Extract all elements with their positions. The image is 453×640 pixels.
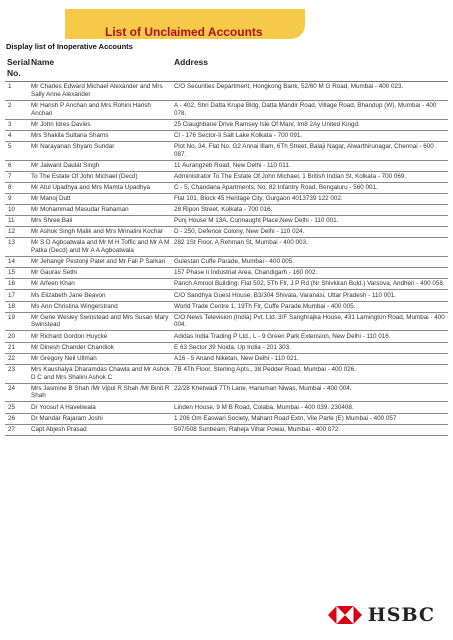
table-row [5, 194, 448, 205]
address-cell: 28 Ripon Street, Kolkata - 700 016. [172, 205, 448, 216]
table-row [5, 279, 448, 290]
address-cell: 282 1St Floor, A Rehman St, Mumbai - 400 003. [172, 238, 448, 257]
address-cell: 507/508 Sunbeam, Raheja Vihar Powai, Mumbai - 400 072. [172, 424, 448, 435]
address-cell: 1 206 Om Easwari Society, Mahant Road Extn, Vile Parle (E) Mumbai - 400 057 [172, 413, 448, 424]
name-cell: Mr Manoj Dutt [29, 194, 172, 205]
serial-cell: 18 [5, 301, 29, 312]
table-row [5, 383, 448, 402]
address-cell: Plot No. 34, Flat No. G2 Annai Illam, 6Th Street, Balaji Nagar, Alwarthirunagar, Chennai - 600 087. [172, 141, 448, 160]
name-cell: Ms Ann Christina Wingerstrand [29, 301, 172, 312]
table-row [5, 402, 448, 413]
name-cell: Capt Abjesh Prasad [29, 424, 172, 435]
address-cell: C/O News Television (India) Pvt. Ltd. 3/F Sanghrajka House, 431 Lamington Road, Mumbai - 400 004. [172, 312, 448, 331]
name-cell: Dr Mandar Rajaram Joshi [29, 413, 172, 424]
name-cell: Mr Gregory Neil Ullman [29, 353, 172, 364]
name-cell: Mr Jehangir Pestonji Patel and Mr Fali P Sarkari [29, 257, 172, 268]
address-cell: D - 250, Defence Colony, New Delhi - 110 024. [172, 227, 448, 238]
table-row [5, 301, 448, 312]
name-cell: Mrs Jasmine B Shah /Mr Vipul R Shah /Mr Binit R Shah [29, 383, 172, 402]
name-cell: To The Estate Of John Michael (Decd) [29, 171, 172, 182]
serial-cell: 25 [5, 402, 29, 413]
address-cell: A16 - 5 Anand Niketan, New Delhi - 110 021. [172, 353, 448, 364]
table-header-row [5, 56, 448, 82]
table-row [5, 413, 448, 424]
address-cell: Linden House, 9 M B Road, Colaba, Mumbai - 400 039. 230408. [172, 402, 448, 413]
table-row [5, 424, 448, 435]
address-cell: E 63 Sector 39 Noida, Up India - 201 303. [172, 342, 448, 353]
address-cell: A - 402, Shri Datta Krupa Bldg, Datta Mandir Road, Village Road, Bhandup (W), Mumbai - 400 078. [172, 100, 448, 119]
serial-cell: 9 [5, 194, 29, 205]
table-row [5, 100, 448, 119]
hsbc-logo [328, 604, 435, 626]
name-cell: Mr Jaiwant Daulat Singh [29, 160, 172, 171]
table-row [5, 141, 448, 160]
table-row [5, 171, 448, 182]
name-cell: Dr Yoosuf A Haveliwala [29, 402, 172, 413]
serial-cell: 8 [5, 182, 29, 193]
address-cell: C - 5, Chandana Apartments, No. 82 Infantry Road, Bengaluru - 560 001. [172, 182, 448, 193]
name-cell: Mr S D Agboatwala and Mr M H Toffic and Mr A M Patka (Decd) and Mr A A Agboatwala [29, 238, 172, 257]
name-cell: Mr Mohammad Masudar Rahaman [29, 205, 172, 216]
serial-cell: 15 [5, 268, 29, 279]
serial-cell: 12 [5, 227, 29, 238]
serial-cell: 26 [5, 413, 29, 424]
name-cell: Mr Narayanan Shyam Sundar [29, 141, 172, 160]
serial-cell: 10 [5, 205, 29, 216]
page-subtitle: Display list of Inoperative Accounts [6, 42, 133, 51]
address-cell: Administrator To The Estate Of John Michael, 1 British Indian St, Kolkata - 700 069. [172, 171, 448, 182]
address-cell: World Trade Centre 1, 19Th Flr, Cuffe Parade Mumbai - 400 005. [172, 301, 448, 312]
name-cell: Mr Gaurav Sethi [29, 268, 172, 279]
header-address: Address [172, 56, 448, 82]
serial-cell: 21 [5, 342, 29, 353]
address-cell: Panch Amrool Building, Flat 502, 5Th Flr, J P Rd (Nr Shivkiran Buld.) Varsova, Andheri - 400 058. [172, 279, 448, 290]
name-cell: Mr Atul Upadhya and Mrs Mamta Upadhya [29, 182, 172, 193]
name-cell: Ms Elizabeth Jane Beavon [29, 290, 172, 301]
address-cell: 11 Aurangzeb Road, New Delhi - 110 011. [172, 160, 448, 171]
serial-cell: 7 [5, 171, 29, 182]
address-cell: Punj House M 13A, Connaught Place,New Delhi - 110 001. [172, 216, 448, 227]
name-cell: Mr Harish P Anchan and Mrs Rohini Harish Anchan [29, 100, 172, 119]
name-cell: Mr Ashok Singh Malik and Mrs Mrinalini Kochar [29, 227, 172, 238]
name-cell: Mr Charles Edward Michael Alexander and Mrs Sally Anne Alexander [29, 82, 172, 101]
address-cell: 7B 4Th Floor, Sterling Apts., 38 Pedder Road, Mumbai - 400 026. [172, 364, 448, 383]
serial-cell: 24 [5, 383, 29, 402]
page-title: List of Unclaimed Accounts [105, 25, 263, 39]
name-cell: Mr Richard Gordon Huycke [29, 331, 172, 342]
serial-cell: 22 [5, 353, 29, 364]
serial-cell: 23 [5, 364, 29, 383]
table-row [5, 82, 448, 101]
serial-cell: 13 [5, 238, 29, 257]
header-name: Name [29, 56, 172, 82]
serial-cell: 3 [5, 119, 29, 130]
table-row [5, 238, 448, 257]
table-row [5, 312, 448, 331]
address-cell: Cl - 176 Sector-Ii Salt Lake Kolkata - 700 091. [172, 130, 448, 141]
serial-cell: 5 [5, 141, 29, 160]
serial-cell: 27 [5, 424, 29, 435]
name-cell: Mr Dinesh Chander Chandiok [29, 342, 172, 353]
table-row [5, 364, 448, 383]
address-cell: Adidas India Trading P Ltd., L - 9 Green Park Extension, New Delhi - 110 016. [172, 331, 448, 342]
table-row [5, 268, 448, 279]
serial-cell: 4 [5, 130, 29, 141]
address-cell: 22/28 Khetwadi 7Th Lane, Hanuman Niwas, Mumbai - 400 004. [172, 383, 448, 402]
table-row [5, 257, 448, 268]
address-cell: Gulestan Cuffe Parade, Mumbai - 400 005. [172, 257, 448, 268]
table-row [5, 227, 448, 238]
table-row [5, 331, 448, 342]
name-cell: Mr John Idres Davies [29, 119, 172, 130]
header-serial: Serial No. [5, 56, 29, 82]
address-cell: Flat 101, Block 45 Heritage City, Gurgaon 4013739 122 002. [172, 194, 448, 205]
table-row [5, 182, 448, 193]
serial-cell: 14 [5, 257, 29, 268]
address-cell: C/O Securities Department, Hongkong Bank, 52/60 M G Road, Mumbai - 400 023. [172, 82, 448, 101]
name-cell: Mr Arfeen Khan [29, 279, 172, 290]
table-row [5, 119, 448, 130]
address-cell: 157 Phase Ii Industrial Area, Chandigarh - 160 002. [172, 268, 448, 279]
serial-cell: 16 [5, 279, 29, 290]
table-row [5, 216, 448, 227]
serial-cell: 19 [5, 312, 29, 331]
serial-cell: 11 [5, 216, 29, 227]
serial-cell: 17 [5, 290, 29, 301]
name-cell: Mrs Shakila Sultana Shams [29, 130, 172, 141]
table-row [5, 160, 448, 171]
serial-cell: 2 [5, 100, 29, 119]
name-cell: Mrs Shree Bali [29, 216, 172, 227]
logo-text: HSBC [367, 604, 435, 626]
table-row [5, 205, 448, 216]
name-cell: Mrs Kaushalya Dharamdas Chawla and Mr Ashok D C and Mrs Shalini Ashok C [29, 364, 172, 383]
name-cell: Mr Gene Wesley Swinstead and Mrs Susan Mary Swinstead [29, 312, 172, 331]
table-row [5, 353, 448, 364]
address-cell: 25 Claughbane Drive Ramsey Isle Of Man/, Im8 2Ay United Kingd. [172, 119, 448, 130]
table-row [5, 130, 448, 141]
address-cell: C/O Sandhya Guest House, B3/304 Shivala, Varanasi, Uttar Pradesh - 110 001. [172, 290, 448, 301]
table-body [5, 82, 448, 436]
unclaimed-accounts-table [5, 56, 448, 436]
serial-cell: 20 [5, 331, 29, 342]
serial-cell: 6 [5, 160, 29, 171]
hsbc-hexagon-icon [328, 606, 362, 624]
table-row [5, 290, 448, 301]
table-row [5, 342, 448, 353]
serial-cell: 1 [5, 82, 29, 101]
